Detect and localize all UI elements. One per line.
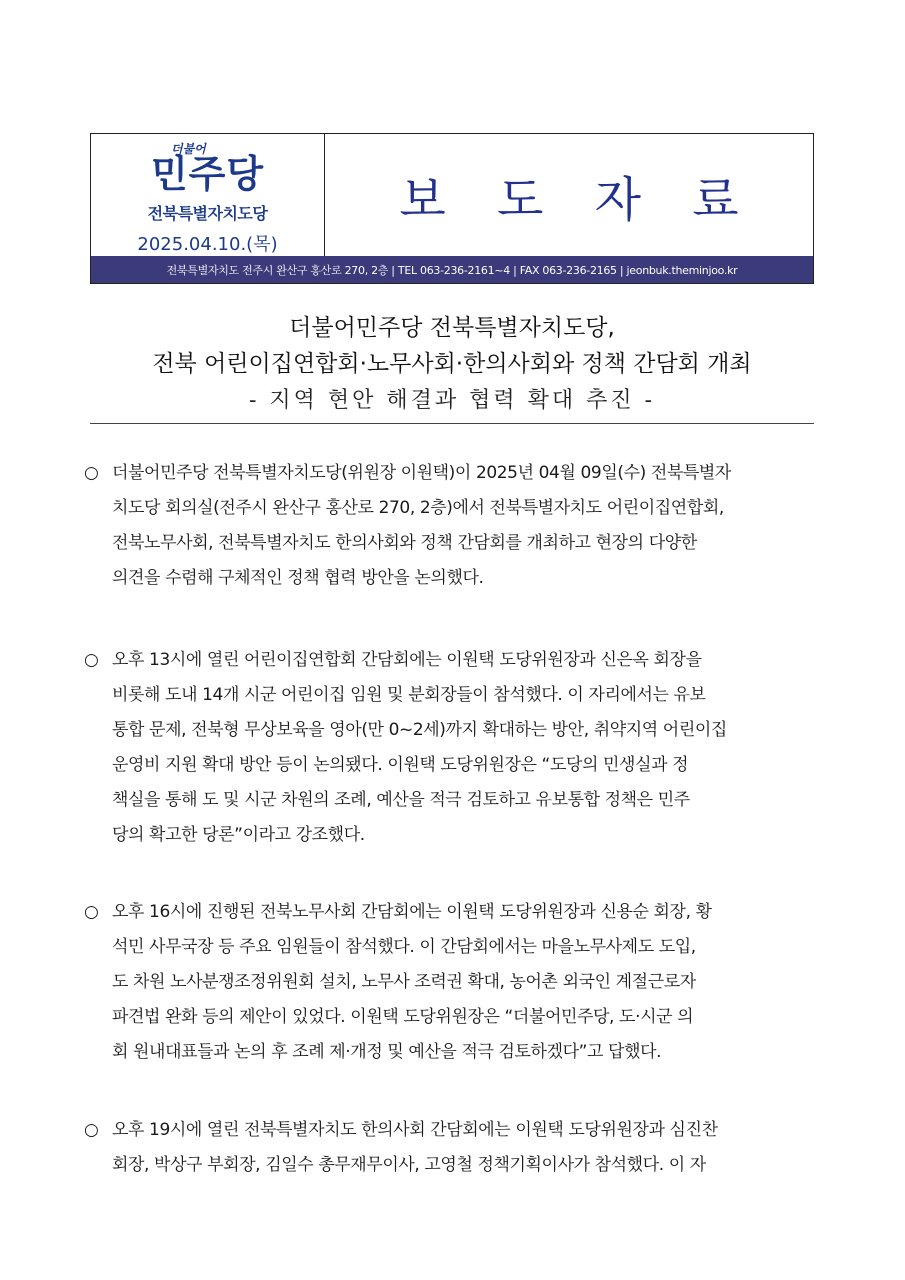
contact-bar: 전북특별자치도 전주시 완산구 홍산로 270, 2층 | TEL 063-236-2161~4 | FAX 063-236-2165 | jeonbuk.theminjoo.kr: [91, 256, 813, 283]
paragraph-line: 비롯해 도내 14개 시군 어린이집 임원 및 분회장들이 참석했다. 이 자리에서는 유보: [112, 685, 706, 705]
document-title: 보 도 자 료: [399, 171, 757, 228]
paragraph-line: 당의 확고한 당론”이라고 강조했다.: [112, 825, 365, 845]
paragraph: [84, 643, 824, 853]
headline-line-1: 더불어민주당 전북특별자치도당,: [289, 315, 615, 341]
bullet-icon: ○: [84, 463, 99, 483]
logo-small-text: 더불어: [171, 142, 206, 156]
paragraph: [84, 895, 824, 1070]
headline-line-2: 전북 어린이집연합회·노무사회·한의사회와 정책 간담회 개최: [152, 351, 752, 377]
paragraph-line: 도 차원 노사분쟁조정위원회 설치, 노무사 조력권 확대, 농어촌 외국인 계절근로자: [112, 972, 696, 992]
paragraph-line: 통합 문제, 전북형 무상보육을 영아(만 0~2세)까지 확대하는 방안, 취약지역 어린이집: [112, 720, 727, 740]
paragraph-line: 의견을 수렴해 구체적인 정책 협력 방안을 논의했다.: [112, 568, 484, 588]
paragraph-line: 회장, 박상구 부회장, 김일수 총무재무이사, 고영철 정책기획이사가 참석했다. 이 자: [112, 1155, 706, 1175]
subheadline: - 지역 현안 해결과 협력 확대 추진 -: [248, 388, 656, 413]
divider: [90, 423, 814, 424]
paragraph-line: ○ 오후 16시에 진행된 전북노무사회 간담회에는 이원택 도당위원장과 신용순 회장, 황: [84, 895, 824, 930]
bullet-icon: ○: [84, 1120, 99, 1140]
paragraph-line: 책실을 통해 도 및 시군 차원의 조례, 예산을 적극 검토하고 유보통합 정책은 민주: [112, 790, 690, 810]
paragraph-line: 파견법 완화 등의 제안이 있었다. 이원택 도당위원장은 “더불어민주당, 도·시군 의: [112, 1007, 694, 1027]
bullet-icon: ○: [84, 902, 99, 922]
paragraph: [84, 456, 824, 596]
paragraph-line: ○ 오후 13시에 열린 어린이집연합회 간담회에는 이원택 도당위원장과 신은옥 회장을: [84, 643, 824, 678]
press-release-header: [90, 133, 814, 284]
logo-main-text: 민주당: [150, 152, 265, 196]
logo-sub-text: 전북특별자치도당: [147, 204, 268, 223]
paragraph-line: ○ 오후 19시에 열린 전북특별자치도 한의사회 간담회에는 이원택 도당위원장과 심진찬: [84, 1113, 824, 1148]
paragraph-line: 회 원내대표들과 논의 후 조례 제·개정 및 예산을 적극 검토하겠다”고 답했다.: [112, 1042, 662, 1062]
paragraph-line: 전북노무사회, 전북특별자치도 한의사회와 정책 간담회를 개최하고 현장의 다양한: [112, 533, 697, 553]
paragraph-line: 석민 사무국장 등 주요 임원들이 참석했다. 이 간담회에서는 마을노무사제도 도입,: [112, 937, 696, 957]
paragraph-line: ○ 더불어민주당 전북특별자치도당(위원장 이원택)이 2025년 04월 09일(수) 전북특별자: [84, 456, 824, 491]
paragraph-line: 운영비 지원 확대 방안 등이 논의됐다. 이원택 도당위원장은 “도당의 민생실과 정: [112, 755, 689, 775]
paragraph: [84, 1113, 824, 1183]
title-cell: [325, 134, 813, 256]
paragraph-line: 치도당 회의실(전주시 완산구 홍산로 270, 2층)에서 전북특별자치도 어린이집연합회,: [112, 498, 724, 518]
party-logo: [91, 134, 325, 256]
release-date: 2025.04.10.(목): [137, 234, 278, 255]
bullet-icon: ○: [84, 650, 99, 670]
